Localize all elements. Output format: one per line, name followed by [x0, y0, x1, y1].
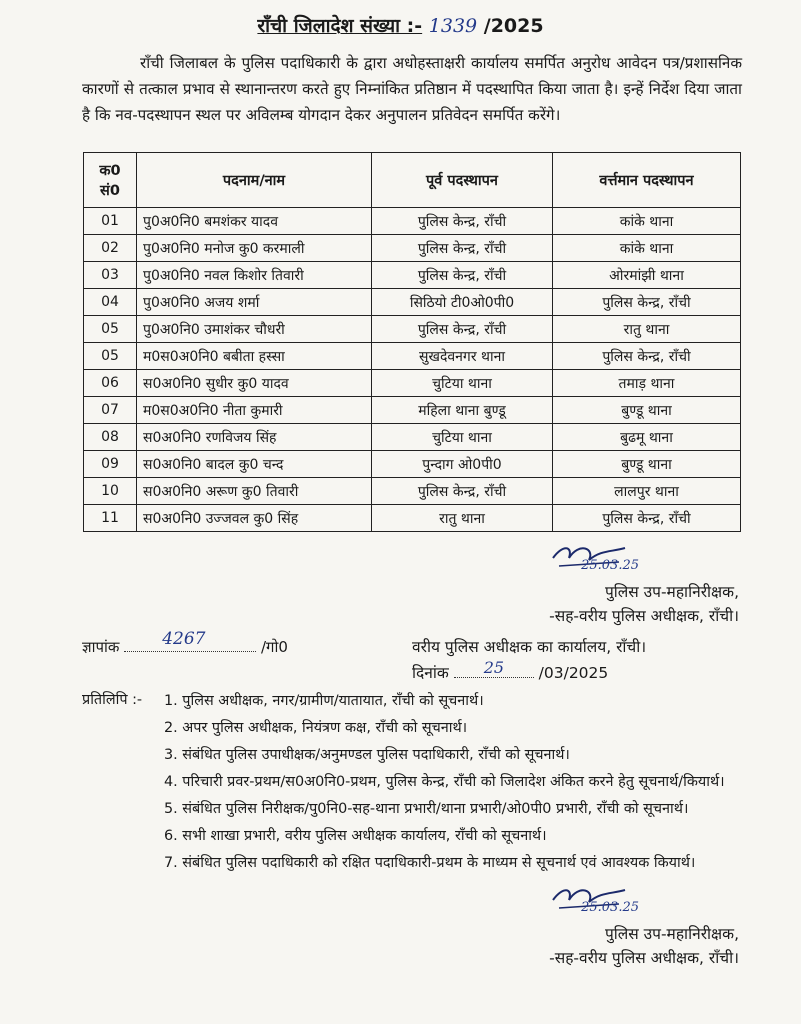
office-block: [412, 634, 646, 686]
cell-serial: 10: [84, 478, 137, 505]
order-number: 1339: [428, 15, 478, 37]
cell-name: स0अ0नि0 बादल कु0 चन्द: [137, 451, 372, 478]
table-row: [84, 262, 741, 289]
order-title: [0, 12, 801, 38]
signature-mark-2: [549, 880, 739, 922]
cell-current-posting: पुलिस केन्द्र, राँची: [553, 505, 741, 532]
cell-name: पु0अ0नि0 उमाशंकर चौधरी: [137, 316, 372, 343]
header-current-posting: वर्त्तमान पदस्थापन: [553, 153, 741, 208]
signature-date-1: 25.03.25: [581, 558, 639, 573]
copy-item: 2. अपर पुलिस अधीक्षक, नियंत्रण कक्ष, राँची को सूचनार्थ।: [164, 720, 468, 736]
cell-serial: 03: [84, 262, 137, 289]
cell-serial: 05: [84, 343, 137, 370]
copy-item: 4. परिचारी प्रवर-प्रथम/स0अ0नि0-प्रथम, पुलिस केन्द्र, राँची को जिलादेश अंकित करने हेतु सूचनार्थ/कियार्थ।: [164, 774, 725, 790]
transfer-table: [83, 152, 741, 532]
cell-previous-posting: चुटिया थाना: [372, 370, 553, 397]
copies-lead: प्रतिलिपि :-: [82, 692, 143, 708]
cell-name: स0अ0नि0 रणविजय सिंह: [137, 424, 372, 451]
cell-current-posting: लालपुर थाना: [553, 478, 741, 505]
cell-current-posting: ओरमांझी थाना: [553, 262, 741, 289]
memo-number-line: [82, 629, 288, 657]
copy-item: 5. संबंधित पुलिस निरीक्षक/पु0नि0-सह-थाना प्रभारी/थाना प्रभारी/ओ0पी0 प्रभारी, राँची को सूचनार्थ।: [164, 801, 689, 817]
signature-block-1: [549, 538, 739, 628]
cell-current-posting: पुलिस केन्द्र, राँची: [553, 289, 741, 316]
date-month-year: /03/2025: [538, 664, 609, 682]
table-row: [84, 478, 741, 505]
signature2-designation-1: पुलिस उप-महानिरीक्षक,: [604, 925, 739, 943]
cell-previous-posting: चुटिया थाना: [372, 424, 553, 451]
cell-previous-posting: पुलिस केन्द्र, राँची: [372, 208, 553, 235]
signature-designation-1: पुलिस उप-महानिरीक्षक,: [604, 583, 739, 601]
cell-previous-posting: पुलिस केन्द्र, राँची: [372, 235, 553, 262]
signature-date-2: 25.03.25: [581, 900, 639, 915]
memo-suffix: /गो0: [261, 638, 288, 656]
table-row: [84, 208, 741, 235]
cell-serial: 11: [84, 505, 137, 532]
header-previous-posting: पूर्व पदस्थापन: [372, 153, 553, 208]
signature2-designation-2: -सह-वरीय पुलिस अधीक्षक, राँची।: [549, 949, 739, 967]
copy-item: 7. संबंधित पुलिस पदाधिकारी को रक्षित पदाधिकारी-प्रथम के माध्यम से सूचनार्थ एवं आवश्यक कियार्थ।: [164, 855, 696, 871]
cell-serial: 08: [84, 424, 137, 451]
signature-mark-1: [549, 538, 739, 580]
header-serial-line2: सं0: [100, 183, 120, 199]
table-row: [84, 451, 741, 478]
cell-name: पु0अ0नि0 मनोज कु0 करमाली: [137, 235, 372, 262]
cell-serial: 07: [84, 397, 137, 424]
table-header-row: [84, 153, 741, 208]
table-row: [84, 424, 741, 451]
cell-serial: 02: [84, 235, 137, 262]
header-serial-line1: क0: [99, 163, 121, 179]
order-title-label: राँची जिलादेश संख्या :-: [257, 15, 423, 37]
cell-serial: 01: [84, 208, 137, 235]
cell-current-posting: बुण्डू थाना: [553, 397, 741, 424]
table-row: [84, 397, 741, 424]
cell-current-posting: बुण्डू थाना: [553, 451, 741, 478]
cell-name: पु0अ0नि0 बमशंकर यादव: [137, 208, 372, 235]
table-row: [84, 505, 741, 532]
table-row: [84, 370, 741, 397]
cell-previous-posting: महिला थाना बुण्डू: [372, 397, 553, 424]
table-row: [84, 343, 741, 370]
cell-previous-posting: सिठियो टी0ओ0पी0: [372, 289, 553, 316]
cell-serial: 04: [84, 289, 137, 316]
cell-name: म0स0अ0नि0 नीता कुमारी: [137, 397, 372, 424]
cell-previous-posting: पुलिस केन्द्र, राँची: [372, 262, 553, 289]
date-label: दिनांक: [412, 664, 449, 682]
cell-current-posting: रातु थाना: [553, 316, 741, 343]
copy-item: 3. संबंधित पुलिस उपाधीक्षक/अनुमण्डल पुलिस पदाधिकारी, राँची को सूचनार्थ।: [164, 747, 570, 763]
cell-name: म0स0अ0नि0 बबीता हस्सा: [137, 343, 372, 370]
cell-serial: 06: [84, 370, 137, 397]
date-day: 25: [483, 658, 505, 677]
cell-current-posting: कांके थाना: [553, 208, 741, 235]
cell-name: पु0अ0नि0 अजय शर्मा: [137, 289, 372, 316]
copy-item: 6. सभी शाखा प्रभारी, वरीय पुलिस अधीक्षक कार्यालय, राँची को सूचनार्थ।: [164, 828, 547, 844]
memo-label: ज्ञापांक: [82, 638, 120, 656]
table-row: [84, 316, 741, 343]
signature-designation-2: -सह-वरीय पुलिस अधीक्षक, राँची।: [549, 607, 739, 625]
cell-previous-posting: पुलिस केन्द्र, राँची: [372, 478, 553, 505]
cell-previous-posting: सुखदेवनगर थाना: [372, 343, 553, 370]
cell-previous-posting: पुन्दाग ओ0पी0: [372, 451, 553, 478]
cell-serial: 05: [84, 316, 137, 343]
cell-current-posting: बुढमू थाना: [553, 424, 741, 451]
cell-current-posting: तमाड़ थाना: [553, 370, 741, 397]
cell-name: स0अ0नि0 अरूण कु0 तिवारी: [137, 478, 372, 505]
copy-item: 1. पुलिस अधीक्षक, नगर/ग्रामीण/यातायात, राँची को सूचनार्थ।: [164, 693, 484, 709]
signature-block-2: [549, 880, 739, 970]
cell-serial: 09: [84, 451, 137, 478]
memo-number: 4267: [162, 629, 206, 649]
order-year: /2025: [483, 15, 544, 37]
table-row: [84, 289, 741, 316]
cell-current-posting: कांके थाना: [553, 235, 741, 262]
header-name: पदनाम/नाम: [137, 153, 372, 208]
cell-name: स0अ0नि0 सुधीर कु0 यादव: [137, 370, 372, 397]
cell-name: स0अ0नि0 उज्जवल कु0 सिंह: [137, 505, 372, 532]
cell-current-posting: पुलिस केन्द्र, राँची: [553, 343, 741, 370]
copies-list: [164, 690, 764, 879]
cell-name: पु0अ0नि0 नवल किशोर तिवारी: [137, 262, 372, 289]
header-serial: [84, 153, 137, 208]
cell-previous-posting: रातु थाना: [372, 505, 553, 532]
office-date-line: [412, 660, 646, 686]
cell-previous-posting: पुलिस केन्द्र, राँची: [372, 316, 553, 343]
intro-paragraph: राँची जिलाबल के पुलिस पदाधिकारी के द्वारा अधोहस्ताक्षरी कार्यालय समर्पित अनुरोध आवेदन पत्र/प्रशासनिक कारणों से तत्काल प्रभाव से स्थानान्तरण करते हुए निम्नांकित प्रतिष्ठान में पदस्थापित किया जाता है। इन्हें निर्देश दिया जाता है कि नव-पदस्थापन स्थल पर अविलम्ब योगदान देकर अनुपालन प्रतिवेदन समर्पित करेंगे।: [82, 54, 742, 124]
date-day-field: [454, 658, 534, 678]
memo-number-field: [124, 629, 256, 652]
table-row: [84, 235, 741, 262]
office-name: वरीय पुलिस अधीक्षक का कार्यालय, राँची।: [412, 638, 647, 656]
